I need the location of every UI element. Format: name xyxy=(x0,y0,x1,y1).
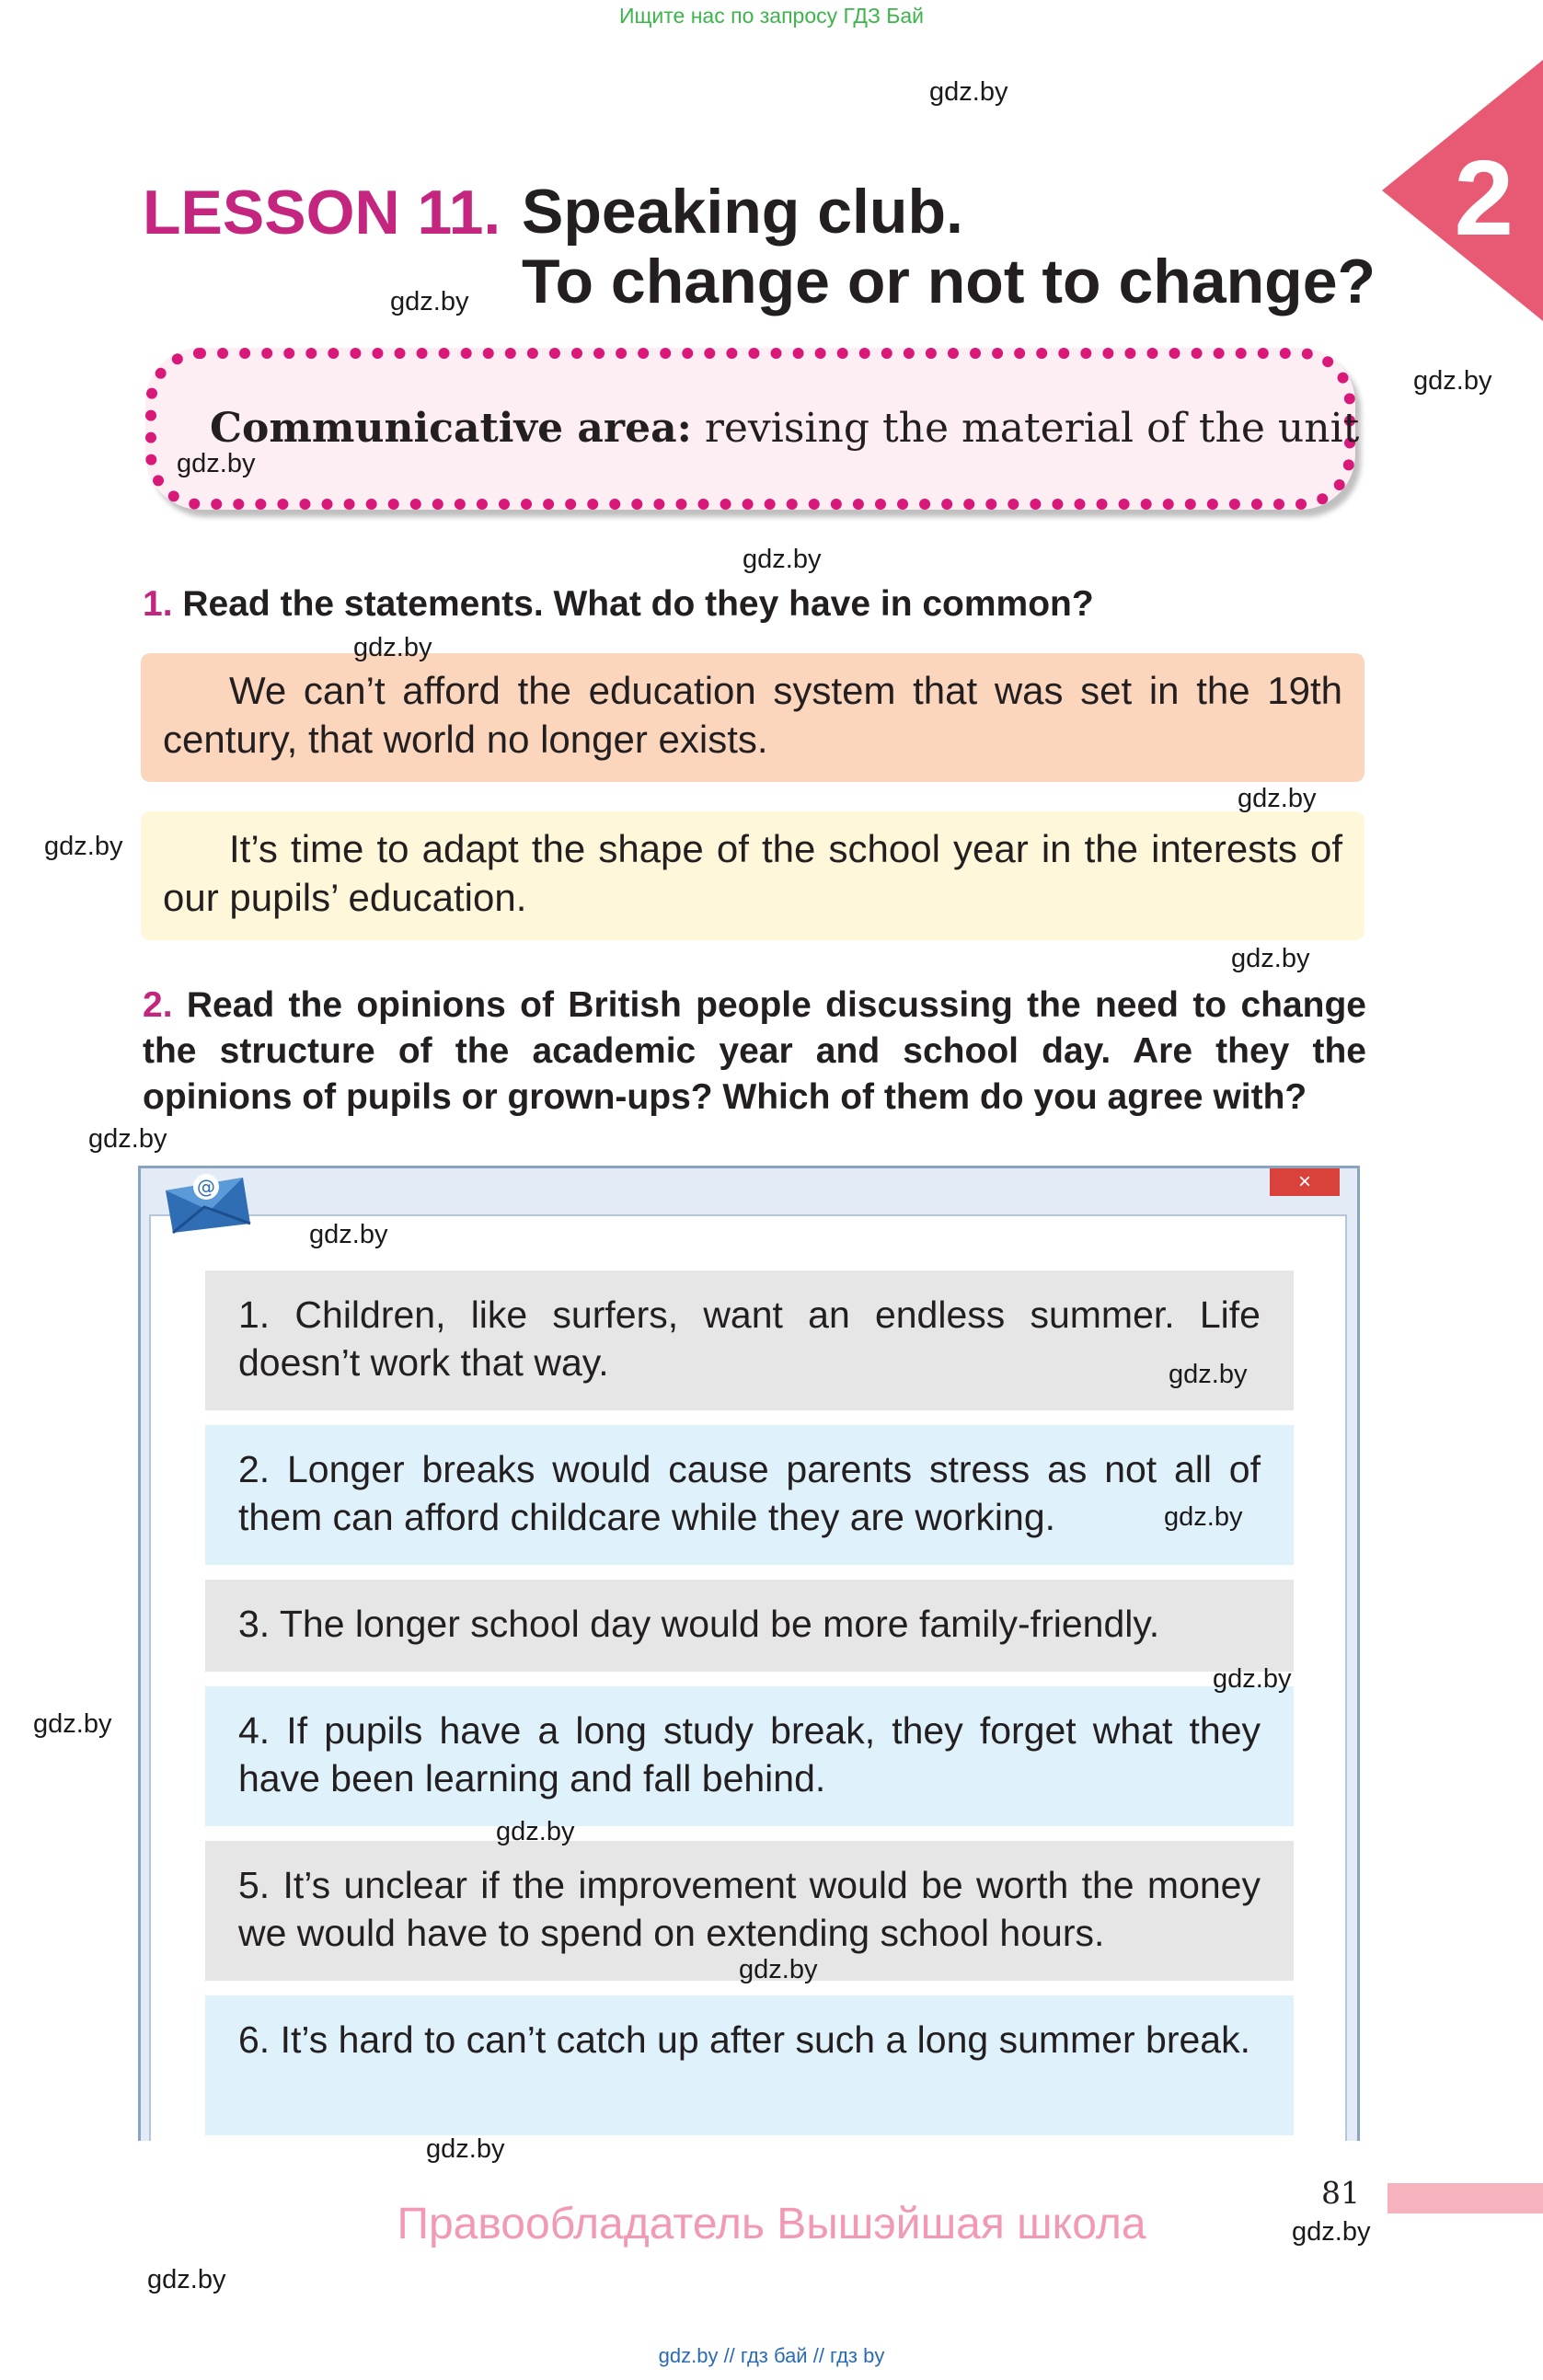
task-1-heading xyxy=(143,581,1094,627)
watermark: gdz.by xyxy=(1169,1360,1248,1389)
statement-1: We can’t afford the education system that was set in the 19th century, that world no longer exists. xyxy=(141,653,1365,782)
task-1-number: 1. xyxy=(143,584,173,624)
watermark: gdz.by xyxy=(33,1709,112,1739)
opinion-5: 5. It’s unclear if the improvement would be worth the money we would have to spend on extending school hours. xyxy=(205,1841,1294,1981)
communicative-area xyxy=(210,405,1359,452)
rights-holder: Правообладатель Вышэйшая школа xyxy=(397,2200,1146,2248)
bottom-links[interactable]: gdz.by // гдз бай // гдз by xyxy=(658,2344,885,2367)
window-close-button[interactable]: × xyxy=(1270,1168,1340,1196)
watermark: gdz.by xyxy=(88,1124,167,1154)
task-2-heading xyxy=(143,983,1366,1121)
watermark: gdz.by xyxy=(739,1955,818,1984)
email-icon xyxy=(162,1170,254,1239)
opinion-1: 1. Children, like surfers, want an endless summer. Life doesn’t work that way. xyxy=(205,1270,1294,1410)
lesson-label: LESSON 11. xyxy=(143,178,501,247)
opinion-6: 6. It’s hard to can’t catch up after such a long summer break. xyxy=(205,1995,1294,2135)
chapter-number: 2 xyxy=(1454,138,1514,258)
watermark: gdz.by xyxy=(496,1817,575,1846)
watermark: gdz.by xyxy=(390,287,469,316)
watermark: gdz.by xyxy=(1413,366,1492,396)
opinion-2: 2. Longer breaks would cause parents stress as not all of them can afford childcare while they are working. xyxy=(205,1425,1294,1565)
task-1-instruction: Read the statements. What do they have in common? xyxy=(182,584,1094,624)
top-search-link[interactable]: Ищите нас по запросу ГДЗ Бай xyxy=(618,4,925,28)
watermark: gdz.by xyxy=(743,545,822,574)
communicative-area-label: Communicative area: xyxy=(210,405,692,452)
title-line-1: Speaking club. xyxy=(522,177,963,247)
watermark: gdz.by xyxy=(353,633,432,662)
watermark: gdz.by xyxy=(426,2134,505,2164)
opinion-3: 3. The longer school day would be more family-friendly. xyxy=(205,1580,1294,1672)
task-2-number: 2. xyxy=(143,985,173,1025)
watermark: gdz.by xyxy=(1231,944,1310,973)
watermark: gdz.by xyxy=(929,77,1008,107)
svg-text:@: @ xyxy=(197,1176,215,1198)
communicative-area-text: revising the material of the unit xyxy=(704,405,1360,452)
watermark: gdz.by xyxy=(1164,1502,1243,1532)
watermark: gdz.by xyxy=(177,449,256,478)
page-number: 81 xyxy=(1321,2175,1360,2211)
title-line-2: To change or not to change? xyxy=(522,247,1376,316)
opinion-4: 4. If pupils have a long study break, they forget what they have been learning and fall behind. xyxy=(205,1686,1294,1826)
watermark: gdz.by xyxy=(1292,2217,1371,2247)
watermark: gdz.by xyxy=(1213,1664,1292,1694)
watermark: gdz.by xyxy=(147,2265,226,2294)
watermark: gdz.by xyxy=(309,1220,388,1249)
watermark: gdz.by xyxy=(1238,784,1317,813)
statement-2: It’s time to adapt the shape of the school year in the interests of our pupils’ education. xyxy=(141,811,1365,940)
page-title xyxy=(522,177,1376,316)
task-2-instruction: Read the opinions of British people discussing the need to change the structure of the academic year and school day. Are they the opinions of pupils or grown-ups? Which of them do you agree with? xyxy=(143,985,1366,1117)
watermark: gdz.by xyxy=(44,832,123,861)
